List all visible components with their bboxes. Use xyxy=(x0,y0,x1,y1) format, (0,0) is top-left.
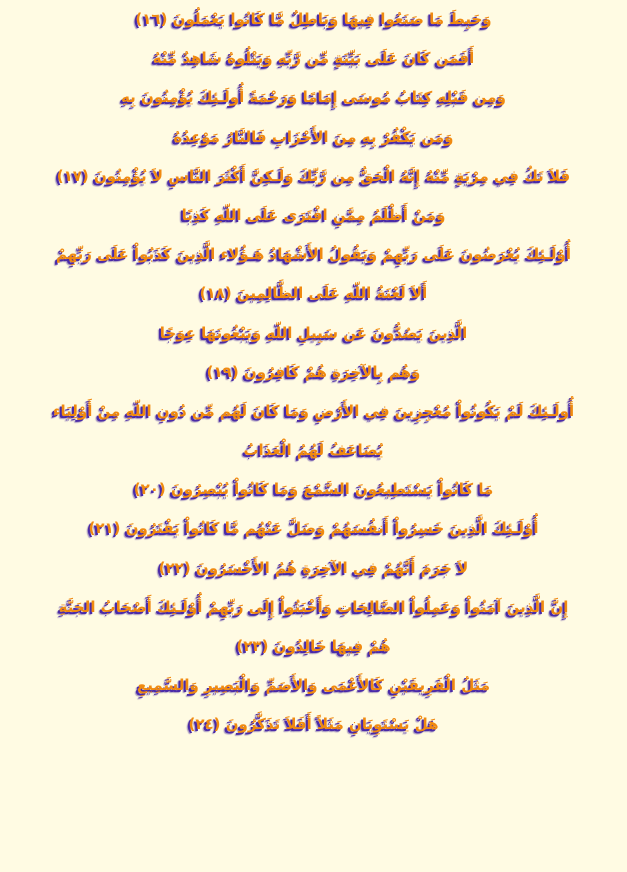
verse-line: لاَ جَرَمَ أَنَّهُمْ فِي الآخِرَةِ هُمُ الأَخْسَرُونَ (٢٢) xyxy=(158,558,469,577)
verse-list xyxy=(8,0,619,745)
verse-line: أُوْلَـئِكَ يُعْرَضُونَ عَلَى رَبِّهِمْ وَيَقُولُ الأَشْهَادُ هَـؤُلاء الَّذِينَ كَذَبُواْ عَلَى رَبِّهِمْ xyxy=(56,245,571,264)
verse-line: يُضَاعَفُ لَهُمُ الْعَذَابُ xyxy=(243,441,384,460)
verse-line: وَهُم بِالآخِرَةِ هُمْ كَافِرُونَ (١٩) xyxy=(206,362,421,381)
verse-line: هُمْ فِيهَا خَالِدُونَ (٢٣) xyxy=(236,637,391,655)
verse-line: هَلْ يَسْتَوِيَانِ مَثَلاً أَفَلاَ تَذَكَّرُونَ (٢٤) xyxy=(188,715,439,734)
verse-line: مَا كَانُواْ يَسْتَطِيعُونَ السَّمْعَ وَمَا كَانُواْ يُبْصِرُونَ (٢٠) xyxy=(133,480,494,499)
verse-line: أُوْلَـئِكَ الَّذِينَ خَسِرُواْ أَنفُسَهُمْ وَضَلَّ عَنْهُم مَّا كَانُواْ يَفْتَرُونَ (٢١) xyxy=(88,519,539,538)
verse-line: الَّذِينَ يَصُدُّونَ عَن سَبِيلِ اللّهِ وَيَبْغُونَهَا عِوَجًا xyxy=(159,323,468,342)
verse-line: فَلاَ تَكُ فِي مِرْيَةٍ مِّنْهُ إِنَّهُ الْحَقُّ مِن رَّبِّكَ وَلَـكِنَّ أَكْثَرَ النَّاسِ لاَ يُؤْمِنُونَ (١٧) xyxy=(56,166,571,185)
verse-line: أُولَـئِكَ لَمْ يَكُونُواْ مُعْجِزِينَ فِي الأَرْضِ وَمَا كَانَ لَهُم مِّن دُونِ اللّهِ مِنْ أَوْلِيَاء xyxy=(52,401,575,420)
verse-line: وَمَنْ أَظْلَمُ مِمَّنِ افْتَرَى عَلَى اللّهِ كَذِبًا xyxy=(181,205,446,224)
verse-line: إِنَّ الَّذِينَ آمَنُواْ وَعَمِلُواْ الصَّالِحَاتِ وَأَخْبَتُواْ إِلَى رَبِّهِمْ أُوْلَـئِكَ أَصْحَابُ الجَنَّةِ xyxy=(58,597,569,616)
verse-line: أَلاَ لَعْنَةُ اللّهِ عَلَى الظَّالِمِينَ (١٨) xyxy=(199,284,428,303)
verse-line: وَمَن يَكْفُرْ بِهِ مِنَ الأَحْزَابِ فَالنَّارُ مَوْعِدُهُ xyxy=(173,127,454,146)
verse-line: أَفَمَن كَانَ عَلَى بَيِّنَةٍ مِّن رَّبِّهِ وَيَتْلُوهُ شَاهِدٌ مِّنْهُ xyxy=(152,49,475,68)
verse-line: وَحَبِطَ مَا صَنَعُوا فِيهَا وَبَاطِلٌ مَّا كَانُوا يَعْمَلُونَ (١٦) xyxy=(135,10,492,28)
verse-line: مَثَلُ الْفَرِيقَيْنِ كَالأَعْمَى وَالأَصَمِّ وَالْبَصِيرِ وَالسَّمِيعِ xyxy=(137,676,490,695)
verse-line: وَمِن قَبْلِهِ كِتَابُ مُوسَى إِمَامًا وَرَحْمَةً أُولَـئِكَ يُؤْمِنُونَ بِهِ xyxy=(121,88,506,107)
